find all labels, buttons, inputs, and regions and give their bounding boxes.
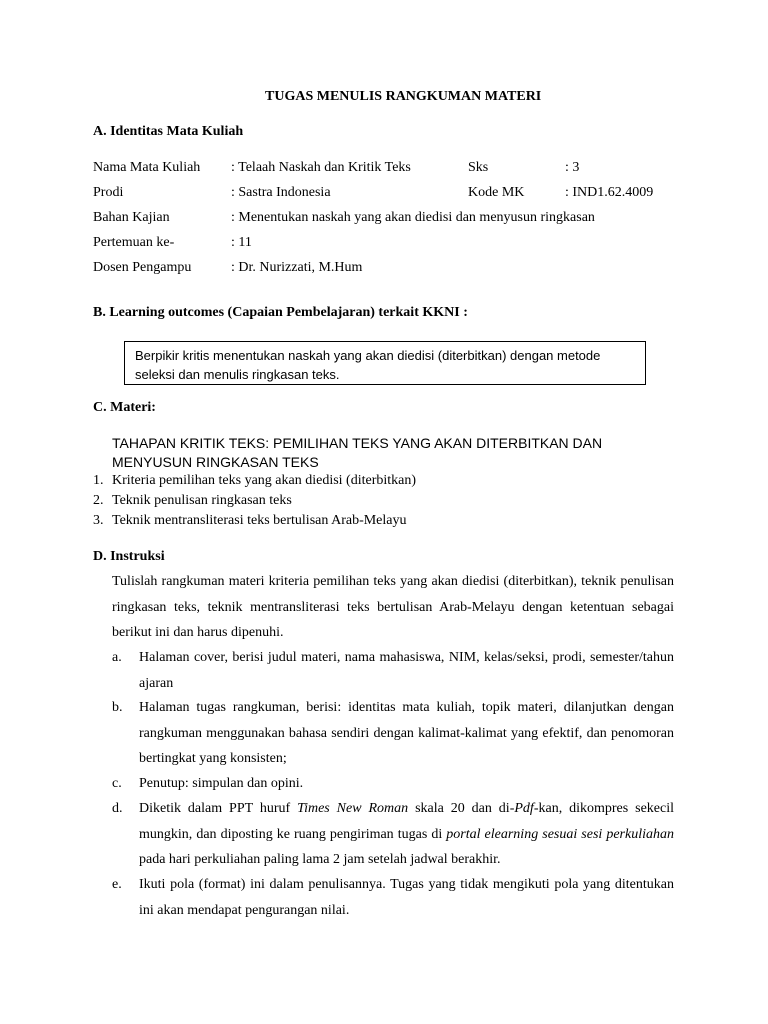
- list-item-letter: c.: [112, 776, 122, 791]
- italic-text-run: Pdf: [514, 801, 534, 816]
- section-b-heading: B. Learning outcomes (Capaian Pembelajaran) terkait KKNI :: [93, 305, 468, 320]
- label-nama-mata-kuliah: Nama Mata Kuliah: [93, 160, 201, 175]
- label-pertemuan: Pertemuan ke-: [93, 235, 175, 250]
- list-item: Teknik mentransliterasi teks bertulisan Arab-Melayu: [112, 513, 407, 528]
- italic-text-run: portal elearning sesuai sesi perkuliahan: [446, 826, 674, 842]
- learning-outcome-box: Berpikir kritis menentukan naskah yang akan diedisi (diterbitkan) dengan metode seleksi dan menulis ringkasan teks.: [124, 341, 646, 385]
- value-sks: : 3: [565, 160, 580, 175]
- text-run: Diketik dalam PPT huruf: [139, 801, 298, 816]
- list-item: Ikuti pola (format) ini dalam penulisannya. Tugas yang tidak mengikuti pola yang ditentukan ini akan mendapat pengurangan nilai.: [139, 877, 674, 918]
- value-pertemuan: : 11: [231, 235, 252, 250]
- text-run: -kan, dikompres sekecil mungkin, dan diposting ke ruang pengiriman tugas di: [139, 801, 674, 842]
- value-nama-mata-kuliah: : Telaah Naskah dan Kritik Teks: [231, 160, 411, 175]
- value-kode-mk: : IND1.62.4009: [565, 185, 654, 200]
- list-item-letter: e.: [112, 877, 122, 892]
- list-item-letter: a.: [112, 650, 122, 665]
- label-dosen-pengampu: Dosen Pengampu: [93, 260, 192, 275]
- instruction-intro: Tulislah rangkuman materi kriteria pemilihan teks yang akan diedisi (diterbitkan), teknik penulisan ringkasan teks, teknik mentransliterasi teks bertulisan Arab-Melayu dengan ketentuan sebagai berikut ini dan harus dipenuhi.: [112, 574, 674, 640]
- label-bahan-kajian: Bahan Kajian: [93, 210, 170, 225]
- text-run: pada hari perkuliahan paling lama 2 jam setelah jadwal berakhir.: [139, 852, 501, 867]
- list-item: Halaman cover, berisi judul materi, nama mahasiswa, NIM, kelas/seksi, prodi, semester/tahun ajaran: [139, 650, 674, 691]
- value-prodi: : Sastra Indonesia: [231, 185, 331, 200]
- list-item: Teknik penulisan ringkasan teks: [112, 493, 292, 508]
- list-item: Kriteria pemilihan teks yang akan diedisi (diterbitkan): [112, 473, 417, 488]
- label-sks: Sks: [468, 160, 489, 175]
- list-item-number: 1.: [93, 473, 104, 488]
- page-title: TUGAS MENULIS RANGKUMAN MATERI: [265, 89, 542, 104]
- materi-topic-line1: TAHAPAN KRITIK TEKS: PEMILIHAN TEKS YANG AKAN DITERBITKAN DAN: [112, 435, 603, 451]
- value-bahan-kajian: : Menentukan naskah yang akan diedisi dan menyusun ringkasan: [231, 210, 595, 225]
- section-d-heading: D. Instruksi: [93, 549, 165, 564]
- value-dosen-pengampu: : Dr. Nurizzati, M.Hum: [231, 260, 363, 275]
- list-item: [139, 796, 674, 873]
- list-item-number: 3.: [93, 513, 104, 528]
- label-kode-mk: Kode MK: [468, 185, 525, 200]
- section-c-heading: C. Materi:: [93, 400, 156, 415]
- italic-text-run: Times New Roman: [297, 801, 409, 816]
- list-item: Penutup: simpulan dan opini.: [139, 776, 304, 791]
- list-item-letter: b.: [112, 700, 123, 715]
- materi-topic-line2: MENYUSUN RINGKASAN TEKS: [112, 454, 319, 470]
- list-item: Halaman tugas rangkuman, berisi: identitas mata kuliah, topik materi, dilanjutkan dengan rangkuman menggunakan bahasa sendiri dengan kalimat-kalimat yang efektif, dan penomoran bertingkat yang konsisten;: [139, 700, 674, 766]
- label-prodi: Prodi: [93, 185, 124, 200]
- list-item-number: 2.: [93, 493, 104, 508]
- list-item-letter: d.: [112, 801, 123, 816]
- text-run: skala 20 dan di-: [408, 801, 515, 816]
- section-a-heading: A. Identitas Mata Kuliah: [93, 124, 244, 139]
